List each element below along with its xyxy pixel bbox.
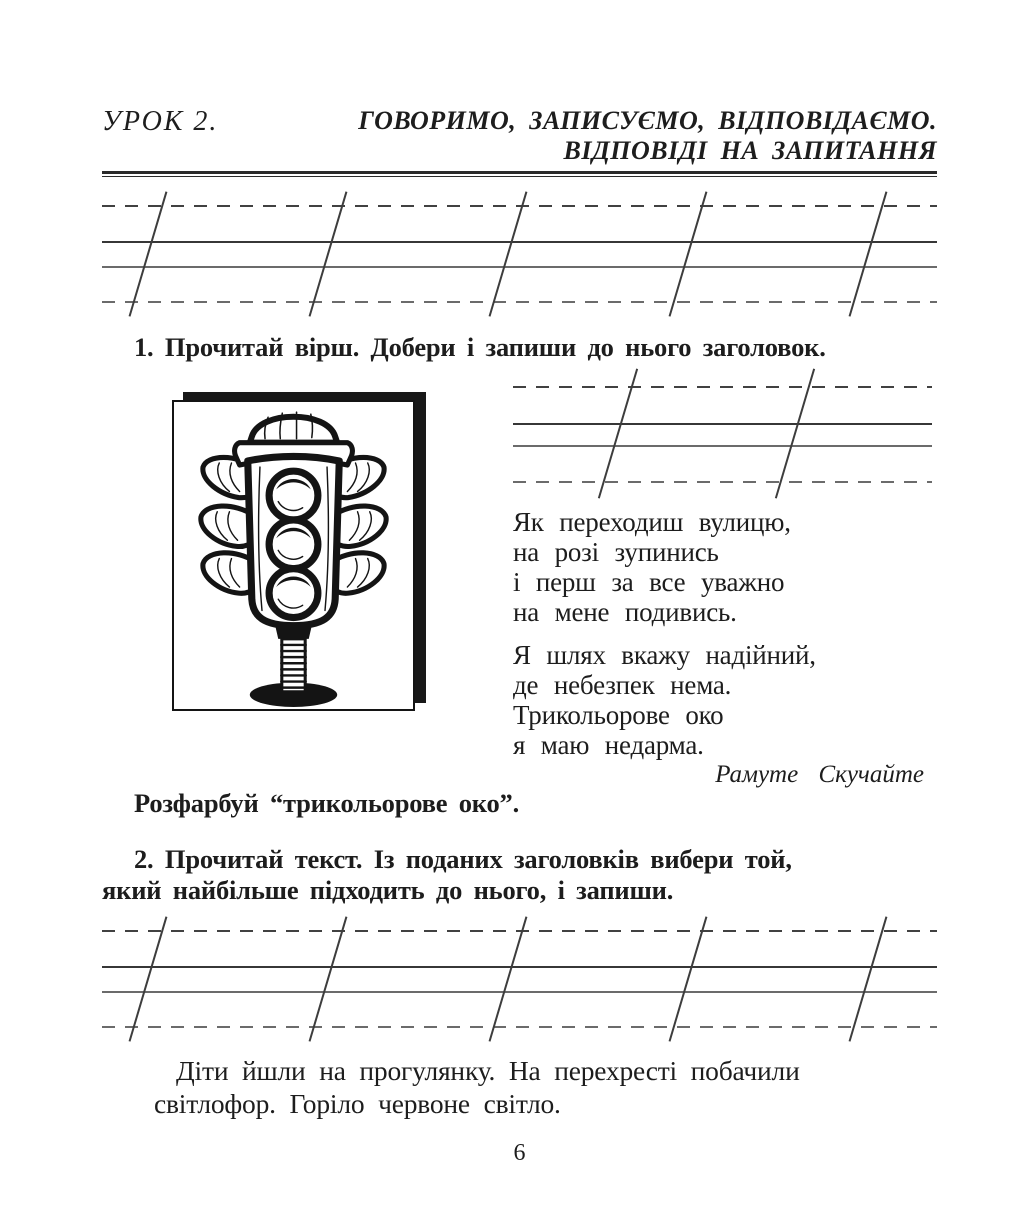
poem-line: Я шлях вкажу надійний,	[513, 639, 816, 670]
lesson-title-line1: ГОВОРИМО, ЗАПИСУЄМО, ВІДПОВІДАЄМО.	[358, 106, 937, 135]
guide-slash	[849, 916, 888, 1041]
poem-line: де небезпек нема.	[513, 669, 732, 700]
poem-stanza-2	[513, 640, 932, 760]
poem-author: Рамуте Скучайте	[715, 760, 924, 788]
guide-line	[102, 266, 937, 269]
guide-line	[102, 301, 937, 304]
poem-column	[513, 366, 932, 788]
guide-line	[513, 386, 932, 388]
illustration-and-poem-row	[102, 366, 937, 788]
guide-line	[513, 423, 932, 425]
guide-slash	[309, 916, 348, 1041]
page-number: 6	[513, 1139, 526, 1166]
poem-line: Як переходиш вулицю,	[513, 506, 791, 537]
poem-line: я маю недарма.	[513, 729, 704, 760]
guide-line	[102, 241, 937, 243]
task-2-line1: 2. Прочитай текст. Із поданих заголовків вибери той,	[134, 843, 792, 874]
guide-line	[513, 481, 932, 484]
task-2-instruction	[102, 844, 937, 906]
lesson-title	[358, 106, 937, 166]
task-2-line2: який найбільше підходить до нього, і запиши.	[102, 874, 674, 905]
guide-slash	[669, 191, 708, 316]
traffic-light-illustration	[174, 402, 413, 709]
lesson-number: УРОК 2.	[102, 106, 219, 137]
guide-slash	[669, 916, 708, 1041]
writing-guide-bottom	[102, 914, 937, 1044]
guide-slash	[129, 916, 168, 1041]
guide-line	[102, 991, 937, 994]
guide-slash	[129, 191, 168, 316]
header-divider	[102, 171, 937, 177]
guide-line	[102, 205, 937, 207]
lesson-title-line2: ВІДПОВІДІ НА ЗАПИТАННЯ	[563, 136, 937, 165]
traffic-light-frame	[172, 400, 415, 711]
guide-slash	[489, 191, 528, 316]
poem-line: і перш за все уважно	[513, 566, 785, 597]
poem-line: на розі зупинись	[513, 536, 719, 567]
coloring-instruction	[102, 788, 937, 818]
guide-slash	[849, 191, 888, 316]
coloring-instruction-text: Розфарбуй “трикольорове око”.	[134, 787, 520, 818]
writing-guide-title-answer	[513, 366, 932, 501]
poem-stanza-1	[513, 507, 932, 627]
guide-slash	[489, 916, 528, 1041]
guide-line	[102, 930, 937, 932]
guide-line	[102, 966, 937, 968]
lesson-header	[102, 106, 937, 166]
guide-line	[513, 445, 932, 448]
writing-guide-top	[102, 189, 937, 319]
poem-line: на мене подивись.	[513, 596, 737, 627]
story-line2: світлофор. Горіло червоне світло.	[154, 1087, 561, 1119]
task-1-text: 1. Прочитай вірш. Добери і запиши до нього заголовок.	[134, 331, 826, 362]
story-line1: Діти йшли на прогулянку. На перехресті побачили	[176, 1054, 800, 1086]
story-text	[154, 1054, 937, 1120]
poem-line: Трикольорове око	[513, 699, 724, 730]
task-1-instruction	[102, 332, 937, 362]
guide-slash	[309, 191, 348, 316]
guide-line	[102, 1026, 937, 1029]
